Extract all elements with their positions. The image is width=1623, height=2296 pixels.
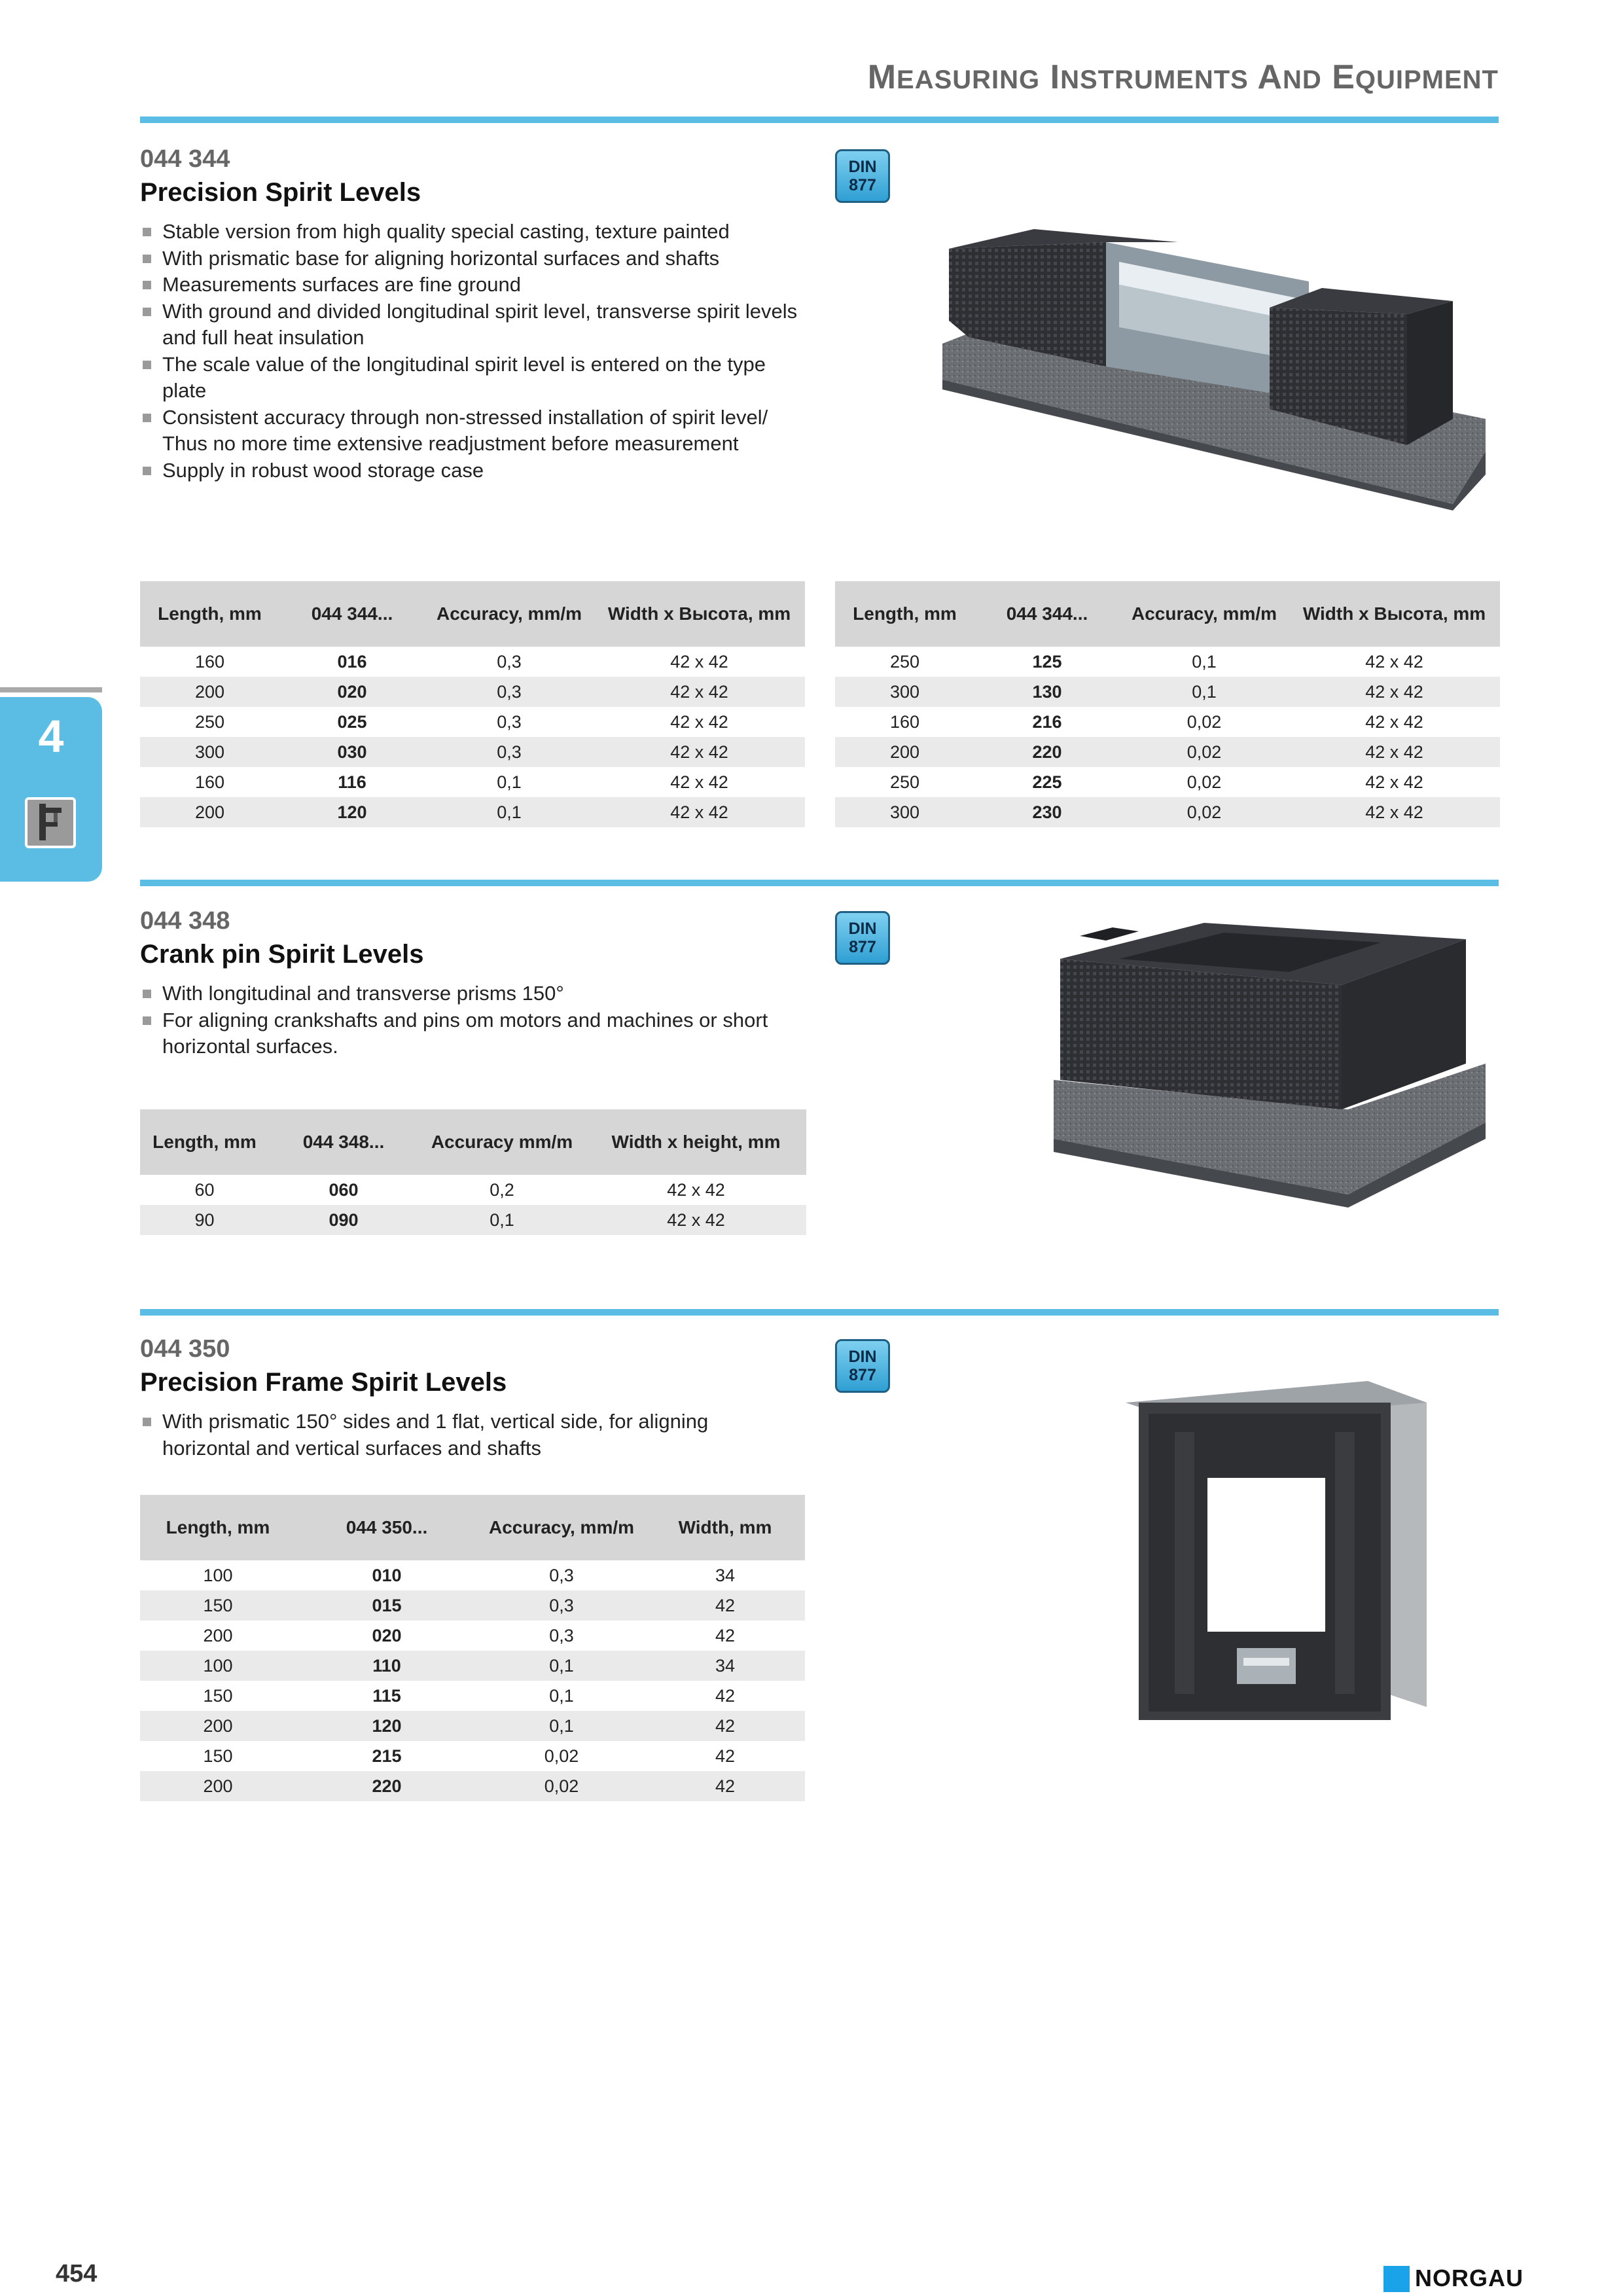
section-3-rule	[140, 1309, 1499, 1316]
table-cell: 0,1	[1192, 651, 1217, 672]
table-cell: 42	[645, 1711, 805, 1741]
table-row	[140, 1590, 805, 1621]
table-cell: 0,1	[418, 1205, 586, 1235]
table-cell: 250	[194, 711, 225, 732]
column-header: Width x Высота, mm	[1289, 581, 1500, 647]
table-header-row	[140, 1495, 805, 1560]
table-cell: 016	[337, 651, 367, 672]
column-header: Accuracy, mm/m	[425, 581, 594, 647]
table-row	[140, 797, 805, 827]
section-1-code: 044 344	[140, 145, 230, 173]
section-2-rule	[140, 880, 1499, 886]
column-header: Width x Высота, mm	[594, 581, 805, 647]
table-cell: 0,02	[478, 1771, 645, 1801]
table-cell: 160	[194, 651, 225, 672]
feature-item: Stable version from high quality special casting, texture painted	[140, 219, 808, 245]
table-cell: 42 x 42	[594, 677, 805, 707]
table-header-row	[140, 581, 805, 647]
table-cell: 42	[715, 1685, 736, 1706]
table-cell: 120	[279, 797, 425, 827]
table-cell: 42 x 42	[1365, 711, 1423, 732]
din-badge-line2: 877	[849, 176, 876, 194]
section-3-features	[140, 1408, 768, 1462]
crank-pin-spirit-level-image	[1041, 913, 1499, 1240]
din-badge-line1: DIN	[848, 920, 877, 938]
column-header: Accuracy mm/m	[418, 1109, 586, 1175]
header-rule	[140, 117, 1499, 123]
side-tab-divider	[0, 687, 102, 692]
table-cell: 150	[203, 1746, 233, 1766]
table-cell: 0,02	[1120, 737, 1289, 767]
table-cell: 100	[203, 1565, 233, 1585]
table-cell: 020	[372, 1625, 402, 1645]
table-header-row	[140, 1109, 806, 1175]
table-row	[140, 1741, 805, 1771]
table-cell: 215	[372, 1746, 402, 1766]
table-cell: 110	[296, 1651, 478, 1681]
page-header-title-text: MEASURING INSTRUMENTS AND EQUIPMENT	[867, 58, 1499, 96]
table-cell: 015	[296, 1590, 478, 1621]
table-cell: 0,3	[425, 677, 594, 707]
table-row	[140, 737, 805, 767]
section-3-code: 044 350	[140, 1335, 230, 1363]
table-cell: 0,3	[497, 711, 522, 732]
table-cell: 060	[329, 1179, 359, 1200]
section-2-code: 044 348	[140, 907, 230, 935]
section-3-title: Precision Frame Spirit Levels	[140, 1368, 507, 1397]
table-cell: 225	[1032, 772, 1062, 792]
table-row	[140, 707, 805, 737]
feature-item: With longitudinal and transverse prisms 150°	[140, 980, 794, 1007]
column-header: 044 344...	[279, 581, 425, 647]
column-header: Length, mm	[140, 581, 279, 647]
table-row	[140, 1651, 805, 1681]
table-cell: 200	[140, 1711, 296, 1741]
table-row	[835, 707, 1500, 737]
table-cell: 0,1	[425, 797, 594, 827]
table-cell: 115	[372, 1685, 401, 1706]
column-header: Length, mm	[140, 1109, 269, 1175]
table-cell: 116	[338, 772, 366, 792]
column-header: Width x height, mm	[586, 1109, 806, 1175]
table-row	[140, 647, 805, 677]
table-cell: 120	[296, 1711, 478, 1741]
table-cell: 42 x 42	[670, 772, 728, 792]
table-cell: 300	[140, 737, 279, 767]
din-badge	[835, 1339, 890, 1393]
table-cell: 0,1	[478, 1711, 645, 1741]
frame-spirit-level-image	[1126, 1373, 1433, 1720]
table-cell: 42 x 42	[670, 651, 728, 672]
table-cell: 250	[889, 772, 920, 792]
table-cell: 200	[140, 1771, 296, 1801]
column-header: 044 344...	[974, 581, 1120, 647]
table-cell: 0,3	[425, 737, 594, 767]
table-row	[835, 677, 1500, 707]
table-cell: 220	[296, 1771, 478, 1801]
brand-logo: NORGAU	[1415, 2265, 1524, 2291]
table-cell: 42	[645, 1771, 805, 1801]
spec-table-044-348	[140, 1109, 806, 1235]
table-row	[140, 677, 805, 707]
table-cell: 0,02	[1120, 797, 1289, 827]
table-row	[835, 737, 1500, 767]
feature-item: With prismatic base for aligning horizontal surfaces and shafts	[140, 245, 808, 272]
feature-item: Supply in robust wood storage case	[140, 457, 808, 484]
table-row	[140, 1621, 805, 1651]
table-cell: 025	[337, 711, 367, 732]
page-number: 454	[56, 2260, 98, 2287]
table-cell: 42 x 42	[670, 711, 728, 732]
table-cell: 0,3	[549, 1565, 574, 1585]
table-cell: 216	[1032, 711, 1062, 732]
table-cell: 42 x 42	[1289, 797, 1500, 827]
table-cell: 250	[889, 651, 920, 672]
table-cell: 42 x 42	[1365, 772, 1423, 792]
spec-table-044-350	[140, 1495, 805, 1801]
section-1-features	[140, 219, 808, 484]
din-badge-line2: 877	[849, 1366, 876, 1384]
table-cell: 200	[140, 797, 279, 827]
table-cell: 42 x 42	[1289, 677, 1500, 707]
din-badge-line2: 877	[849, 938, 876, 956]
din-badge	[835, 149, 890, 203]
table-cell: 60	[194, 1179, 215, 1200]
table-cell: 42	[715, 1625, 736, 1645]
section-1-title: Precision Spirit Levels	[140, 178, 421, 207]
table-cell: 0,3	[478, 1590, 645, 1621]
feature-item: Measurements surfaces are fine ground	[140, 272, 808, 298]
table-cell: 0,02	[1186, 711, 1222, 732]
table-cell: 34	[715, 1565, 736, 1585]
table-row	[140, 1175, 806, 1205]
side-tab-number: 4	[38, 711, 64, 762]
table-cell: 0,1	[478, 1651, 645, 1681]
table-cell: 230	[974, 797, 1120, 827]
table-row	[835, 647, 1500, 677]
table-cell: 42 x 42	[667, 1179, 725, 1200]
table-header-row	[835, 581, 1500, 647]
table-cell: 42 x 42	[1365, 651, 1423, 672]
column-header: Accuracy, mm/m	[1120, 581, 1289, 647]
column-header: 044 348...	[269, 1109, 418, 1175]
column-header: 044 350...	[296, 1495, 478, 1560]
din-badge	[835, 911, 890, 965]
section-2-features	[140, 980, 794, 1060]
page-header-title	[785, 58, 1499, 97]
table-cell: 0,2	[490, 1179, 514, 1200]
table-row	[140, 1205, 806, 1235]
table-cell: 34	[645, 1651, 805, 1681]
feature-item: With prismatic 150° sides and 1 flat, vertical side, for aligning horizontal and vertical surfaces and shafts	[140, 1408, 768, 1462]
table-cell: 90	[140, 1205, 269, 1235]
table-cell: 100	[140, 1651, 296, 1681]
table-cell: 42	[645, 1590, 805, 1621]
table-row	[140, 1711, 805, 1741]
table-cell: 200	[140, 677, 279, 707]
table-cell: 090	[269, 1205, 418, 1235]
table-row	[835, 797, 1500, 827]
feature-item: With ground and divided longitudinal spirit level, transverse spirit levels and full heat insulation	[140, 298, 808, 351]
column-header: Length, mm	[140, 1495, 296, 1560]
table-cell: 300	[835, 797, 974, 827]
table-cell: 42 x 42	[594, 797, 805, 827]
section-2-title: Crank pin Spirit Levels	[140, 940, 424, 969]
table-cell: 42 x 42	[586, 1205, 806, 1235]
table-cell: 0,02	[1186, 772, 1222, 792]
column-header: Accuracy, mm/m	[478, 1495, 645, 1560]
column-header: Length, mm	[835, 581, 974, 647]
table-row	[140, 1560, 805, 1590]
table-row	[140, 767, 805, 797]
table-cell: 200	[203, 1625, 233, 1645]
table-cell: 220	[974, 737, 1120, 767]
table-cell: 010	[372, 1565, 402, 1585]
precision-spirit-level-image	[929, 223, 1499, 517]
table-cell: 030	[279, 737, 425, 767]
table-cell: 300	[835, 677, 974, 707]
table-cell: 200	[835, 737, 974, 767]
table-cell: 160	[889, 711, 920, 732]
table-cell: 0,02	[544, 1746, 579, 1766]
table-cell: 150	[203, 1685, 233, 1706]
feature-item: Consistent accuracy through non-stressed installation of spirit level/ Thus no more time extensive readjustment before measurement	[140, 404, 808, 457]
din-badge-line1: DIN	[848, 1348, 877, 1366]
feature-item: The scale value of the longitudinal spirit level is entered on the type plate	[140, 351, 808, 404]
table-cell: 0,1	[497, 772, 522, 792]
table-cell: 0,3	[549, 1625, 574, 1645]
feature-item: For aligning crankshafts and pins om motors and machines or short horizontal surfaces.	[140, 1007, 794, 1060]
table-row	[140, 1681, 805, 1711]
table-row	[140, 1771, 805, 1801]
spec-table-044-344-a	[140, 581, 805, 827]
table-cell: 125	[1032, 651, 1062, 672]
din-badge-line1: DIN	[848, 158, 877, 176]
table-cell: 150	[140, 1590, 296, 1621]
table-cell: 0,1	[1120, 677, 1289, 707]
table-cell: 130	[974, 677, 1120, 707]
table-cell: 020	[279, 677, 425, 707]
table-cell: 160	[194, 772, 225, 792]
table-cell: 0,1	[549, 1685, 574, 1706]
table-row	[835, 767, 1500, 797]
caliper-icon	[25, 797, 76, 848]
table-cell: 0,3	[497, 651, 522, 672]
table-cell: 42	[715, 1746, 736, 1766]
norgau-logo-square-icon	[1383, 2266, 1410, 2292]
table-cell: 42 x 42	[1289, 737, 1500, 767]
table-cell: 42 x 42	[594, 737, 805, 767]
spec-table-044-344-b	[835, 581, 1500, 827]
column-header: Width, mm	[645, 1495, 805, 1560]
